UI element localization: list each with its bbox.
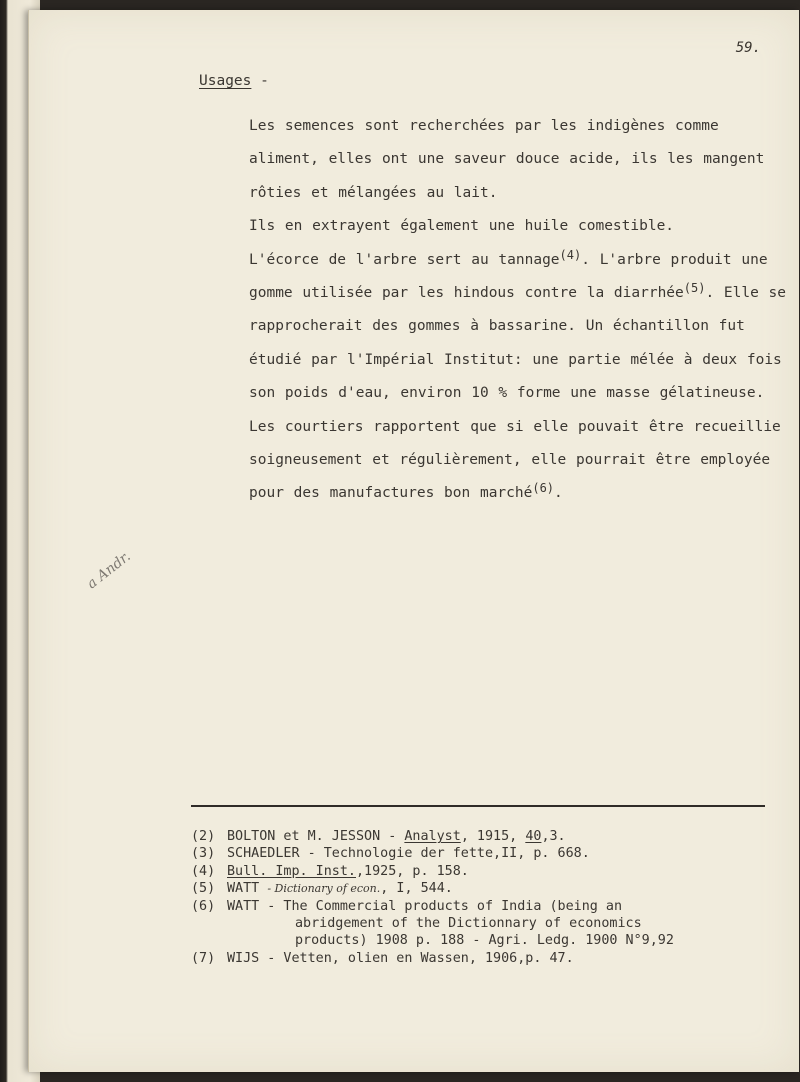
footnote-ref: (4) <box>559 247 582 262</box>
footnote-item <box>191 880 791 897</box>
body-text <box>197 110 789 511</box>
footnote-item <box>191 828 791 845</box>
text-run: . Elle se rapprocherait des gommes à bassarine. Un échantillon fut étudié par l'Impérial Institut: une partie mélée à deux fois son poids d'eau, environ 10 % forme une masse gélatineuse. Les courtiers rapportent que si elle pouvait être recueillie soigneusement et régulièrement, elle pourrait être employée pour des manufactures bon marché <box>249 285 787 502</box>
footnote-item <box>191 845 791 862</box>
footnote-text: , I, 544. <box>380 881 453 897</box>
page-number: 59. <box>735 40 761 56</box>
footnote-item <box>191 950 791 967</box>
footnote-continuation: abridgement of the Dictionnary of economics <box>295 916 642 932</box>
footnote-volume: 40 <box>525 829 542 844</box>
footnote-text: WATT - The Commercial products of India (being an <box>227 898 623 914</box>
footnote-handwritten: - Dictionary of econ. <box>267 882 381 896</box>
handwritten-margin-note: a Andr. <box>84 548 134 593</box>
footnote-item <box>191 898 791 950</box>
footnote-mark: (3) <box>191 846 216 862</box>
footnote-text: SCHAEDLER - Technologie der fette,II, p. 668. <box>227 846 590 862</box>
footnote-ref: (6) <box>532 481 555 496</box>
text-run: . L'arbre produit une gomme utilisée par les hindous contre la diarrhée <box>249 251 768 302</box>
paragraph-usage-food: Les semences sont recherchées par les indigènes comme aliment, elles ont une saveur douce acide, ils les mangent rôties et mélangées au lait. <box>249 118 765 201</box>
footnote-text: ,3. <box>541 829 566 844</box>
footnote-text: BOLTON et M. JESSON - <box>227 829 405 844</box>
heading-dash: - <box>251 73 269 89</box>
footnote-mark: (4) <box>191 863 216 879</box>
footnote-mark: (5) <box>191 881 216 897</box>
heading-text: Usages <box>199 73 252 89</box>
section-heading <box>199 73 269 89</box>
footnote-text: ,1925, p. 158. <box>356 863 469 879</box>
footnote-journal: Bull. Imp. Inst. <box>227 863 356 879</box>
footnote-mark: (6) <box>191 898 216 914</box>
text-run: . <box>554 485 563 502</box>
footnotes-list <box>191 828 791 967</box>
paragraph-usage-oil: Ils en extrayent également une huile comestible. <box>249 218 675 235</box>
footnote-ref: (5) <box>683 281 706 296</box>
footnote-text: WIJS - Vetten, olien en Wassen, 1906,p. 47. <box>227 950 574 966</box>
footnote-mark: (7) <box>191 950 216 966</box>
footnote-text: , 1915, <box>460 829 526 844</box>
footnote-text: WATT <box>227 881 268 897</box>
text-run: L'écorce de l'arbre sert au tannage <box>249 251 560 268</box>
footnote-divider <box>191 805 765 807</box>
footnote-mark: (2) <box>191 829 216 844</box>
paragraph-usage-bark <box>197 244 789 511</box>
footnote-item <box>191 863 791 880</box>
document-page <box>28 10 799 1072</box>
footnote-continuation: products) 1908 p. 188 - Agri. Ledg. 1900 N°9,92 <box>295 933 674 949</box>
footnote-journal: Analyst <box>404 829 461 844</box>
